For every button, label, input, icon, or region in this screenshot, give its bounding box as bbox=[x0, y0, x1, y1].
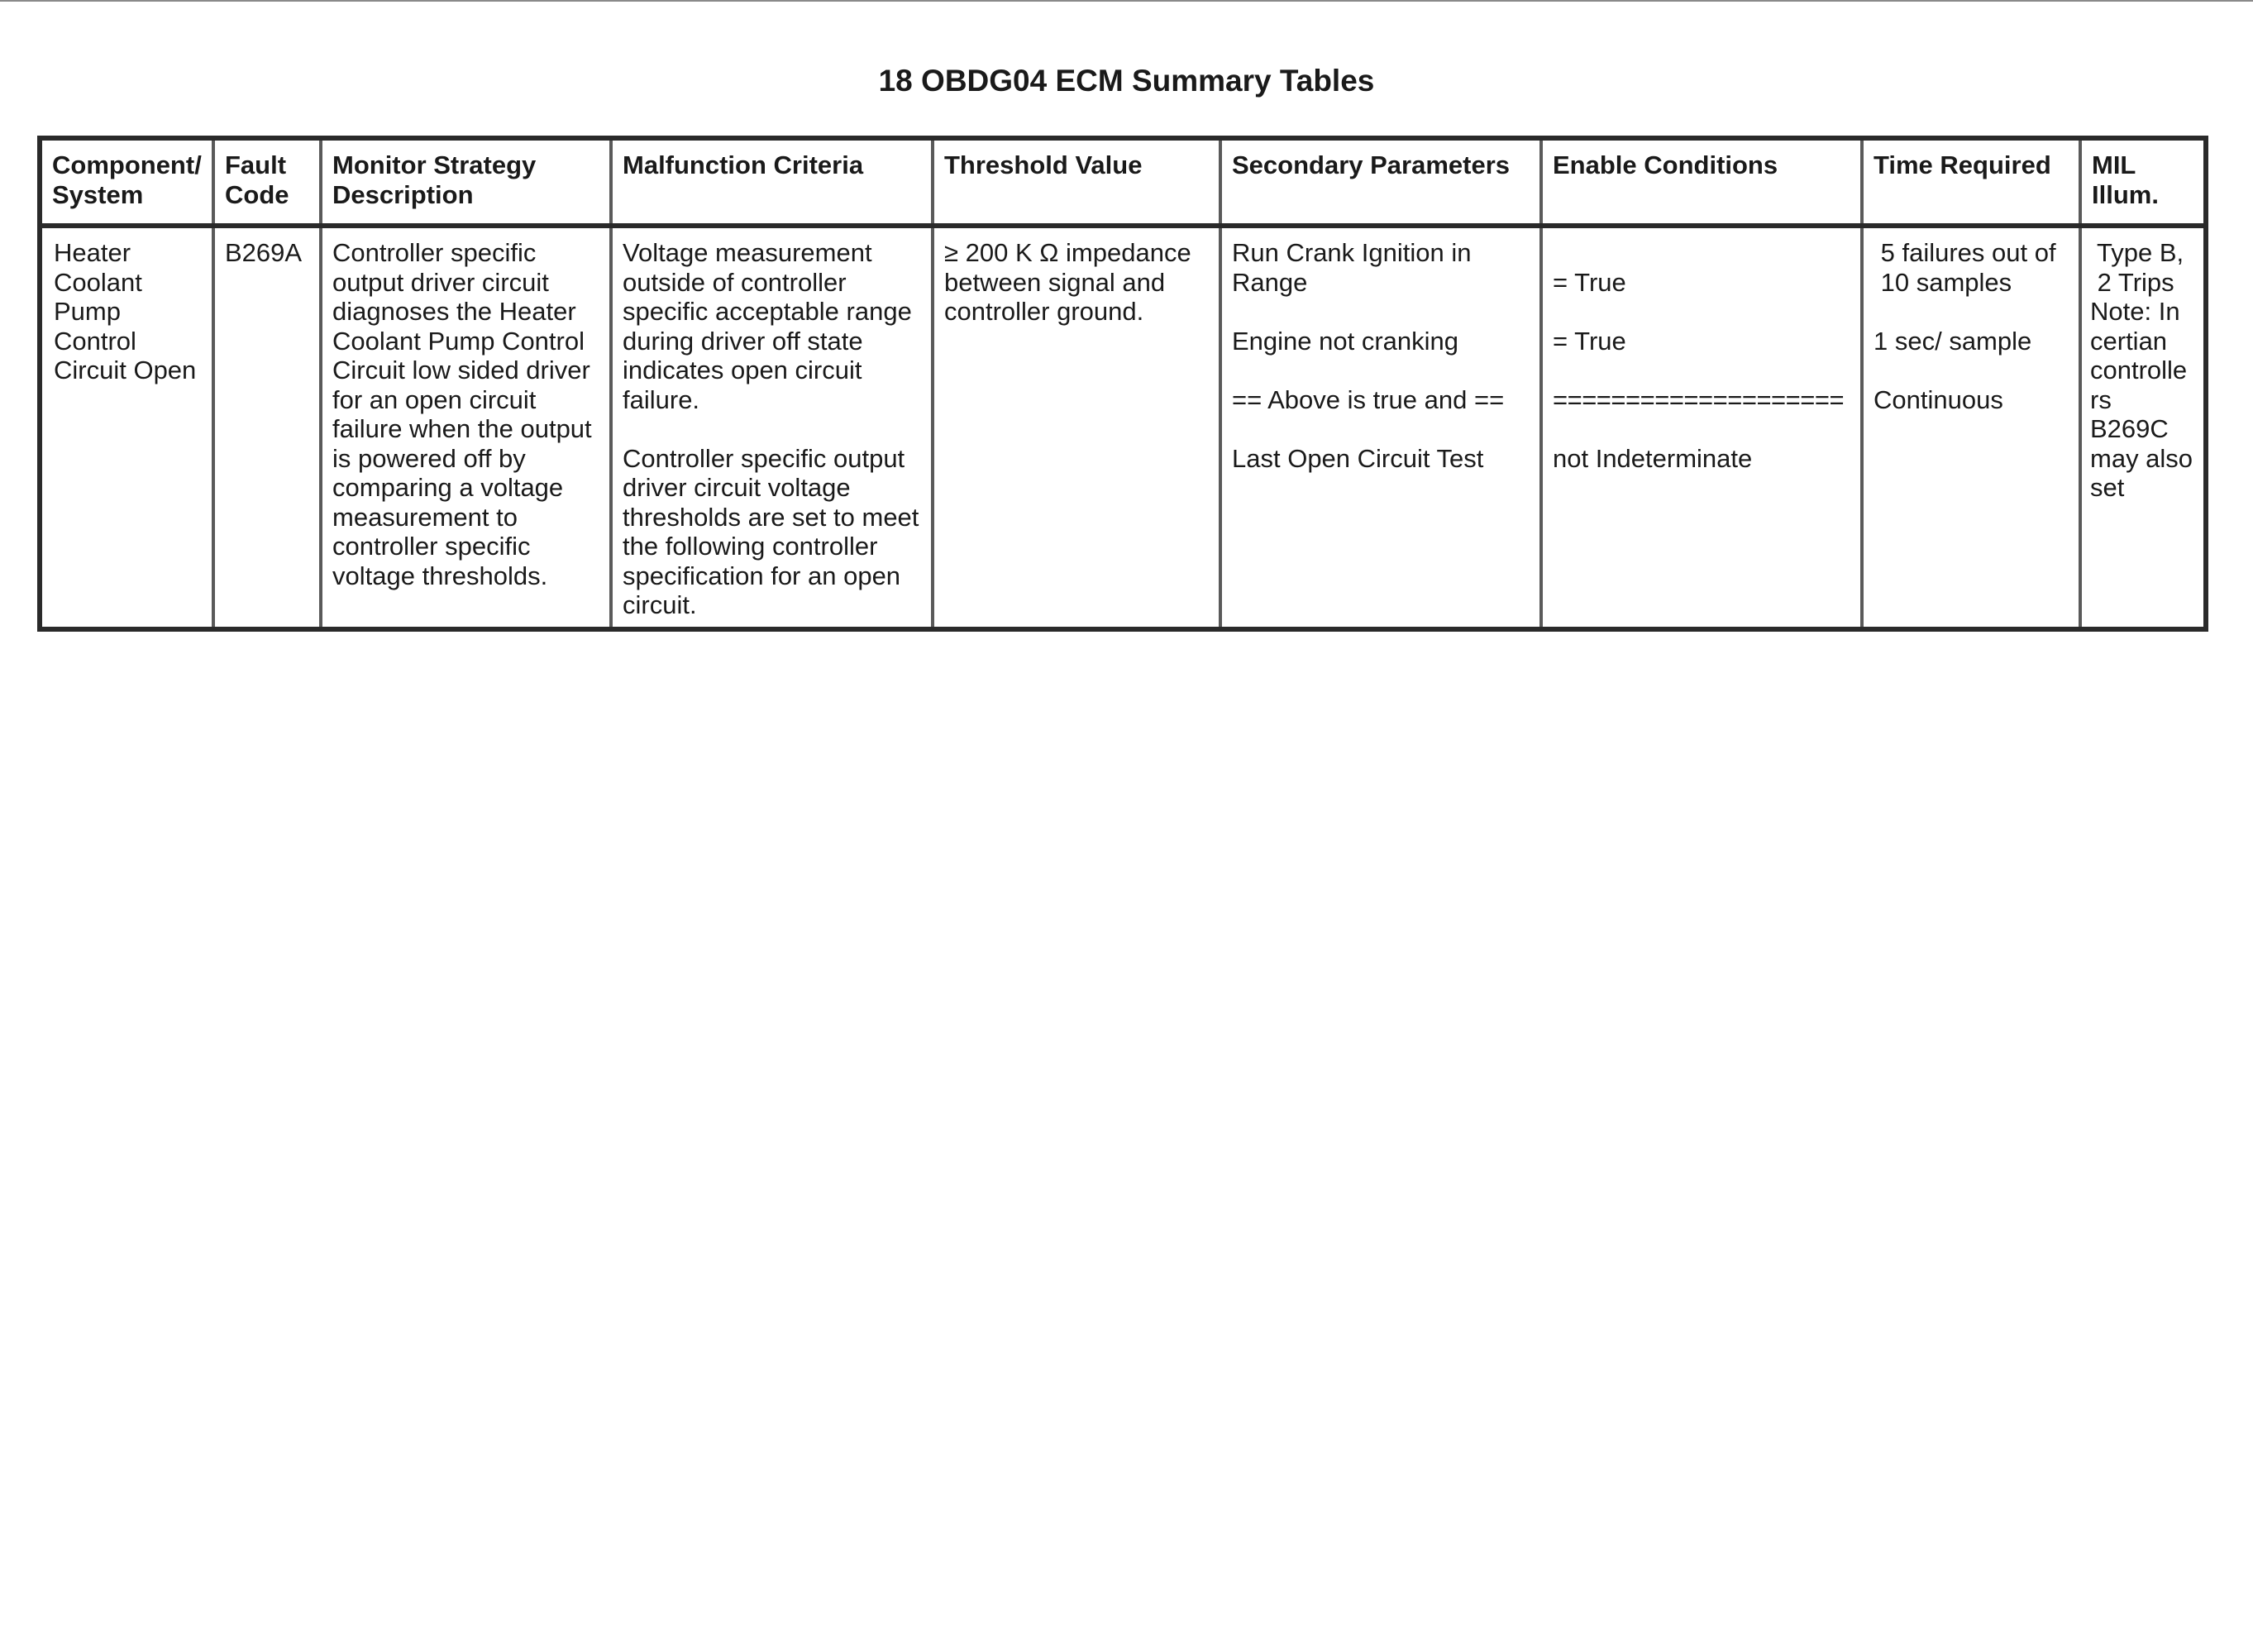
header-malfunction-criteria: Malfunction Criteria bbox=[611, 138, 933, 226]
summary-table bbox=[37, 136, 2208, 632]
table-row bbox=[40, 226, 2206, 629]
cell-component: Heater Coolant Pump Control Circuit Open bbox=[40, 226, 213, 629]
header-threshold-value: Threshold Value bbox=[933, 138, 1220, 226]
cell-time-required: 5 failures out of 10 samples 1 sec/ sample Continuous bbox=[1862, 226, 2080, 629]
header-secondary-parameters: Secondary Parameters bbox=[1220, 138, 1541, 226]
cell-fault-code: B269A bbox=[213, 226, 321, 629]
header-component: Component/ System bbox=[40, 138, 213, 226]
cell-threshold-value: ≥ 200 K Ω impedance between signal and controller ground. bbox=[933, 226, 1220, 629]
header-time-required: Time Required bbox=[1862, 138, 2080, 226]
header-mil-illum: MIL Illum. bbox=[2080, 138, 2206, 226]
header-row bbox=[40, 138, 2206, 226]
header-fault-code: Fault Code bbox=[213, 138, 321, 226]
cell-malfunction-criteria: Voltage measurement outside of controller specific acceptable range during driver off state indicates open circuit failure. Controller specific output driver circuit voltage thresholds are set to meet the following controller specification for an open circuit. bbox=[611, 226, 933, 629]
header-enable-conditions: Enable Conditions bbox=[1541, 138, 1862, 226]
header-monitor-strategy: Monitor Strategy Description bbox=[321, 138, 611, 226]
cell-mil-illum: Type B, 2 Trips Note: In certian controlle rs B269C may also set bbox=[2080, 226, 2206, 629]
page-title: 18 OBDG04 ECM Summary Tables bbox=[878, 64, 1375, 98]
cell-secondary-parameters: Run Crank Ignition in Range Engine not cranking == Above is true and == Last Open Circuit Test bbox=[1220, 226, 1541, 629]
cell-monitor-strategy: Controller specific output driver circuit diagnoses the Heater Coolant Pump Control Circuit low sided driver for an open circuit failure when the output is powered off by comparing a voltage measurement to controller specific voltage thresholds. bbox=[321, 226, 611, 629]
cell-enable-conditions: = True = True ==================== not Indeterminate bbox=[1541, 226, 1862, 629]
top-rule bbox=[0, 0, 2253, 2]
